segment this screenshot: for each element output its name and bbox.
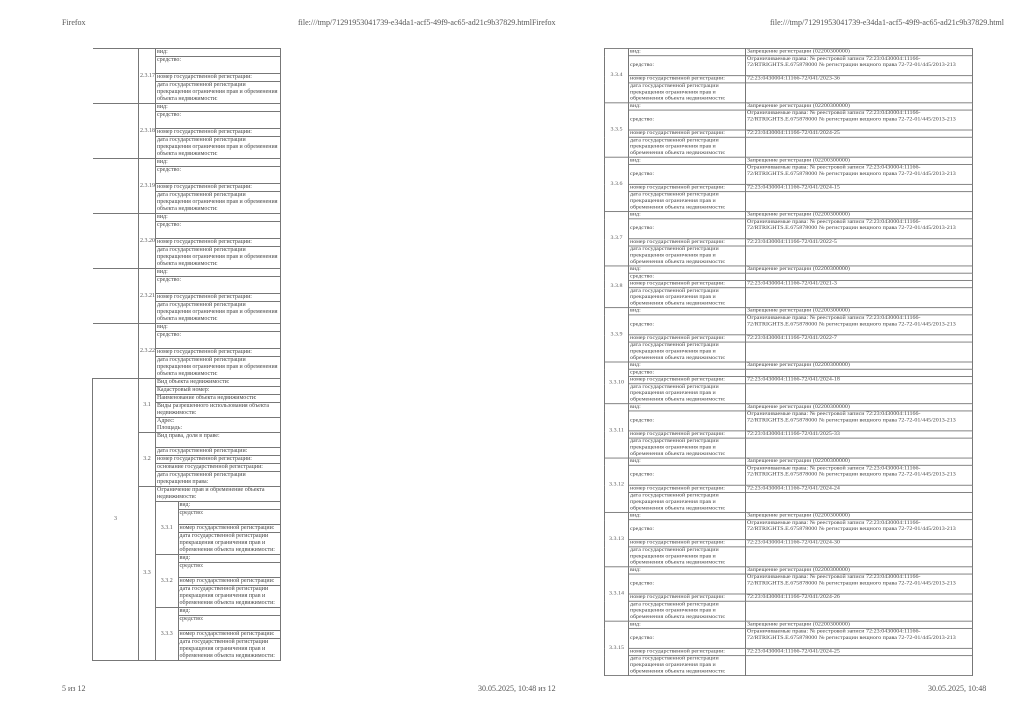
row-number: 3.2 (143, 456, 151, 462)
entry-number: 2.3.20 (140, 237, 155, 244)
right-document-sheet (604, 48, 972, 676)
nomer-label: номер государственной регистрации: (157, 239, 252, 245)
data-prekr-label: дата государственной регистрации прекращения ограничения прав и обременения объекта недвижимости: (630, 83, 726, 102)
data-prekr-label: дата государственной регистрации прекращения ограничения прав и обременения объекта недвижимости: (630, 384, 726, 403)
right-entry-subrow (605, 656, 973, 676)
entry-vid-value: Запрещение регистрации (02200300000) (747, 157, 850, 164)
right-entry-row (605, 266, 973, 273)
sredstvo-label: средство: (630, 580, 655, 587)
osnov-label: основание государственной регистрации: (157, 464, 263, 470)
nomer-label: номер государственной регистрации: (179, 578, 275, 584)
vid-label: вид: (630, 212, 641, 218)
right-entry-subrow (605, 594, 973, 601)
entry-number: 3.3.11 (609, 427, 624, 434)
vid-label: вид: (630, 362, 641, 368)
data-prekr-label: дата государственной регистрации прекращения ограничения прав и обременения объекта недвижимости: (630, 656, 726, 675)
right-entry-subrow (605, 239, 973, 246)
entry-number: 2.3.18 (140, 127, 155, 134)
entry-number: 3.3.4 (610, 72, 623, 78)
entry-number: 3.3.6 (610, 181, 623, 187)
entry-number: 3.3.9 (610, 331, 623, 338)
sredstvo-label: средство: (630, 62, 655, 68)
right-register-table (604, 48, 973, 676)
right-entry-subrow (605, 411, 973, 431)
data-prekr-label: дата государственной регистрации прекращения ограничения прав и обременения объекта недвижимости: (179, 586, 275, 606)
vid-label: вид: (157, 324, 168, 330)
entry-nomer-value: 72:23:0430004:11166-72/041/2025-33 (747, 431, 840, 437)
section-number: 3 (114, 516, 117, 522)
nomer-label: номер государственной регистрации: (179, 525, 275, 531)
entry-osnov-value: Ограничиваемые права: № реестровой записи 72:23:0430004:11166-72/RTRIGHTS.E.675878000 № регистрации вещного права 72-72-01/445/2013-213 (747, 164, 956, 177)
vid-label: вид: (630, 512, 641, 519)
data-prekr-label: дата государственной регистрации прекращения ограничения прав и обременения объекта недвижимости: (630, 547, 726, 566)
entry-osnov-value: Ограничиваемые права: № реестровой записи 72:23:0430004:11166-72/RTRIGHTS.E.675878000 № регистрации вещного права 72-72-01/445/2013-213 (747, 219, 956, 232)
right-entry-subrow (605, 465, 973, 485)
data-prekr-label: дата государственной регистрации прекращения ограничения прав и обременения объекта недвижимости: (630, 288, 726, 307)
entry-nomer-value: 72:23:0430004:11166-72/041/2024-18 (747, 376, 840, 383)
nomer-label: номер государственной регистрации: (630, 184, 725, 191)
right-entry-row (605, 512, 973, 519)
right-entry-subrow (605, 369, 973, 376)
right-entry-row (605, 362, 973, 369)
right-entry-row (605, 308, 973, 315)
left-page-url (298, 18, 556, 27)
right-entry-subrow (605, 110, 973, 130)
adres-label: Адрес: (157, 418, 175, 424)
entry-number: 3.3.10 (609, 379, 624, 386)
right-entry-subrow (605, 246, 973, 266)
sredstvo-label: средство: (630, 116, 655, 123)
right-entry-subrow (605, 130, 973, 137)
left-entry-row (93, 49, 281, 57)
nomer-label: номер государственной регистрации: (157, 184, 252, 190)
naimen-label: Наименование объекта недвижимости: (157, 395, 257, 401)
row-number: 3.3 (143, 570, 151, 576)
right-entry-subrow (605, 335, 973, 342)
right-entry-subrow (605, 376, 973, 383)
right-entry-subrow (605, 164, 973, 184)
left-entry-row (93, 159, 281, 167)
right-entry-row (605, 157, 973, 164)
right-entry-subrow (605, 184, 973, 191)
entry-number: 3.3.14 (609, 590, 624, 597)
entry-vid-value: Запрещение регистрации (02200300000) (747, 404, 850, 410)
left-entry-row (93, 214, 281, 222)
ogranich-label: Ограничение прав и обременение объекта недвижимости: (157, 487, 265, 500)
left-document-sheet (92, 48, 280, 661)
right-entry-subrow (605, 628, 973, 648)
sredstvo-label: средство: (630, 321, 655, 328)
entry-vid-value: Запрещение регистрации (02200300000) (747, 308, 850, 314)
nomer-label: номер государственной регистрации: (630, 239, 725, 245)
entry-number: 3.3.13 (609, 536, 624, 542)
data-prekr-label: дата государственной регистрации прекращения ограничения прав и обременения объекта недвижимости: (630, 137, 726, 156)
vidy-label: Виды разрешенного использования объекта недвижимости: (157, 403, 270, 416)
nomer-label: номер государственной регистрации: (630, 76, 725, 82)
right-entry-row (605, 621, 973, 628)
nomer-label: номер государственной регистрации: (630, 485, 725, 492)
entry-vid-value: Запрещение регистрации (02200300000) (747, 212, 850, 218)
center-footer-datetime: 30.05.2025, 10:48 из 12 (478, 684, 556, 693)
right-entry-subrow (605, 540, 973, 547)
vid-obekta-label: Вид объекта недвижимости: (157, 379, 230, 385)
sredstvo-label: средство: (630, 635, 655, 641)
right-entry-row (605, 212, 973, 219)
right-entry-row (605, 404, 973, 411)
entry-osnov-value: Ограничиваемые права: № реестровой записи 72:23:0430004:11166-72/RTRIGHTS.E.675878000 № регистрации вещного права 72-72-01/445/2013-213 (747, 411, 956, 424)
left-entry-row (93, 269, 281, 277)
right-entry-subrow (605, 219, 973, 239)
data-prekr-label: дата государственной регистрации прекращения ограничения прав и обременения объекта недвижимости: (179, 639, 275, 659)
entry-vid-value: Запрещение регистрации (02200300000) (747, 266, 850, 272)
sredstvo-label: средство: (630, 472, 655, 478)
row-number: 3.1 (143, 402, 151, 408)
nomer-label: номер государственной регистрации: (157, 349, 252, 355)
sredstvo-label: средство: (179, 616, 204, 622)
data-reg-label: дата государственной регистрации: (157, 448, 248, 454)
right-entry-subrow (605, 547, 973, 567)
nomer-label: номер государственной регистрации: (157, 294, 252, 300)
data-prekr-label: дата государственной регистрации прекращения ограничения прав и обременения объекта недвижимости: (630, 601, 726, 620)
right-entry-subrow (605, 520, 973, 540)
nomer-label: номер государственной регистрации: (630, 594, 725, 600)
nomer-label: номер государственной регистрации: (630, 540, 725, 546)
entry-vid-value: Запрещение регистрации (02200300000) (747, 103, 850, 109)
entry-number: 2.3.17 (140, 72, 155, 79)
entry-nomer-value: 72:23:0430004:11166-72/041/2024-25 (747, 130, 840, 136)
entry-nomer-value: 72:23:0430004:11166-72/041/2024-25 (747, 648, 840, 655)
vid-label: вид: (630, 458, 641, 464)
nomer-label: номер государственной регистрации: (179, 631, 275, 637)
nomer-label: номер государственной регистрации: (630, 280, 725, 287)
nomer-label: номер государственной регистрации: (630, 648, 725, 655)
left-url-suffix: Firefox (531, 18, 556, 27)
right-entry-subrow (605, 485, 973, 492)
vid-label: вид: (179, 608, 191, 614)
sredstvo-label: средство: (179, 563, 204, 569)
sredstvo-label: средство: (157, 222, 182, 228)
sub-entry-number: 3.3.1 (160, 524, 173, 531)
entry-osnov-value: Ограничиваемые права: № реестровой записи 72:23:0430004:11166-72/RTRIGHTS.E.675878000 № регистрации вещного права 72-72-01/445/2013-213 (747, 520, 956, 532)
data-prekr-label: дата государственной регистрации прекращения ограничения прав и обременения объекта недвижимости: (630, 342, 726, 361)
vid-label: вид: (179, 502, 191, 508)
data-prekr-label: дата государственной регистрации прекращения ограничения прав и обременения объекта недвижимости: (179, 533, 275, 553)
data-prekr-label: дата государственной регистрации прекращения ограничения прав и обременения объекта недвижимости: (157, 137, 278, 157)
entry-nomer-value: 72:23:0430004:11166-72/041/2024-15 (747, 184, 840, 191)
vid-label: вид: (179, 555, 191, 561)
left-url-text: file:///tmp/71291953041739-e34da1-acf5-49f9-ac65-ad21c9b37829.html (298, 18, 532, 27)
entry-nomer-value: 72:23:0430004:11166-72/041/2022-5 (747, 239, 837, 245)
vid-label: вид: (630, 308, 641, 314)
vid-label: вид: (630, 621, 641, 628)
vid-label: вид: (630, 48, 641, 55)
section-3-row (93, 379, 281, 387)
right-entry-row (605, 458, 973, 465)
right-entry-subrow (605, 192, 973, 212)
right-entry-row (605, 103, 973, 110)
right-entry-row (605, 567, 973, 574)
data-prekr-label: дата государственной регистрации прекращения ограничения прав и обременения объекта недвижимости: (630, 438, 726, 457)
entry-number: 2.3.21 (140, 292, 155, 299)
right-entry-subrow (605, 315, 973, 335)
right-entry-subrow (605, 574, 973, 594)
entry-osnov-value: Ограничиваемые права: № реестровой записи 72:23:0430004:11166-72/RTRIGHTS.E.675878000 № регистрации вещного права 72-72-01/445/2013-213 (747, 110, 956, 123)
entry-number: 3.3.8 (610, 283, 623, 290)
sub-entry-number: 3.3.3 (160, 630, 173, 637)
sredstvo-label: средство: (157, 112, 182, 118)
data-prekr-label: дата государственной регистрации прекращения ограничения прав и обременения объекта недвижимости: (630, 492, 726, 512)
right-entry-subrow (605, 342, 973, 362)
nomer-label: номер государственной регистрации: (630, 376, 725, 383)
sredstvo-label: средство: (157, 57, 182, 63)
entry-vid-value: Запрещение регистрации (02200300000) (747, 567, 850, 573)
vid-label: вид: (630, 567, 641, 573)
right-entry-subrow (605, 431, 973, 438)
nomer-label: номер государственной регистрации: (157, 129, 252, 135)
right-entry-subrow (605, 137, 973, 157)
vid-label: вид: (630, 266, 641, 272)
kadastr-label: Кадастровый номер: (157, 387, 210, 393)
entry-vid-value: Запрещение регистрации (02200300000) (747, 48, 850, 55)
right-entry-subrow (605, 273, 973, 280)
entry-vid-value: Запрещение регистрации (02200300000) (747, 512, 850, 519)
sredstvo-label: средство: (630, 225, 655, 232)
nomer-label: номер государственной регистрации: (630, 431, 725, 437)
nomer-label: номер государственной регистрации: (157, 74, 252, 80)
right-page-url: file:///tmp/71291953041739-e34da1-acf5-49f9-ac65-ad21c9b37829.html (770, 18, 1004, 27)
entry-nomer-value: 72:23:0430004:11166-72/041/2024-24 (747, 485, 840, 492)
entry-nomer-value: 72:23:0430004:11166-72/041/2023-36 (747, 76, 840, 82)
vid-label: вид: (157, 49, 168, 55)
right-entry-row (605, 48, 973, 55)
vid-label: вид: (157, 214, 168, 220)
ploshad-label: Площадь: (157, 425, 183, 431)
entry-number: 2.3.22 (140, 347, 155, 354)
sredstvo-label: средство: (630, 171, 655, 177)
entry-osnov-value: Ограничиваемые права: № реестровой записи 72:23:0430004:11166-72/RTRIGHTS.E.675878000 № регистрации вещного права 72-72-01/445/2013-213 (747, 574, 956, 587)
entry-nomer-value: 72:23:0430004:11166-72/041/2024-30 (747, 540, 840, 546)
entry-nomer-value: 72:23:0430004:11166-72/041/2021-3 (747, 280, 837, 287)
data-prekr-label: дата государственной регистрации прекращения ограничения прав и обременения объекта недвижимости: (157, 192, 278, 212)
right-footer-datetime: 30.05.2025, 10:48 (928, 684, 987, 693)
entry-number: 3.3.15 (609, 645, 624, 651)
right-entry-subrow (605, 438, 973, 458)
nomer-reg-label: номер государственной регистрации: (157, 456, 252, 462)
right-entry-subrow (605, 288, 973, 308)
left-register-table (92, 48, 281, 661)
sredstvo-label: средство: (179, 510, 204, 516)
right-entry-subrow (605, 492, 973, 512)
nomer-label: номер государственной регистрации: (630, 335, 725, 341)
sredstvo-label: средство: (630, 369, 655, 376)
data-prekr-label: дата государственной регистрации прекращения ограничения прав и обременения объекта недвижимости: (157, 82, 278, 102)
entry-number: 3.3.5 (610, 126, 623, 133)
data-prekr-prava-label: дата государственной регистрации прекращения права: (157, 472, 246, 485)
vid-label: вид: (157, 159, 168, 165)
entry-osnov-value: Ограничиваемые права: № реестровой записи 72:23:0430004:11166-72/RTRIGHTS.E.675878000 № регистрации вещного права 72-72-01/445/2013-213 (747, 56, 956, 68)
entry-vid-value: Запрещение регистрации (02200300000) (747, 458, 850, 464)
entry-nomer-value: 72:23:0430004:11166-72/041/2022-7 (747, 335, 837, 341)
entry-number: 3.3.7 (610, 235, 623, 242)
sub-entry-number: 3.3.2 (160, 577, 173, 584)
entry-number: 3.3.12 (609, 482, 624, 488)
sredstvo-label: средство: (157, 277, 182, 283)
entry-osnov-value: Ограничиваемые права: № реестровой записи 72:23:0430004:11166-72/RTRIGHTS.E.675878000 № регистрации вещного права 72-72-01/445/2013-213 (747, 465, 956, 478)
vid-label: вид: (157, 269, 168, 275)
right-entry-subrow (605, 76, 973, 83)
entry-vid-value: Запрещение регистрации (02200300000) (747, 621, 850, 628)
entry-vid-value: Запрещение регистрации (02200300000) (747, 362, 850, 368)
sredstvo-label: средство: (157, 332, 182, 338)
right-entry-subrow (605, 384, 973, 404)
left-page-number: 5 из 12 (62, 684, 86, 693)
entry-osnov-value: Ограничиваемые права: № реестровой записи 72:23:0430004:11166-72/RTRIGHTS.E.675878000 № регистрации вещного права 72-72-01/445/2013-213 (747, 315, 956, 328)
left-app-name: Firefox (62, 18, 86, 27)
right-entry-subrow (605, 56, 973, 76)
data-prekr-label: дата государственной регистрации прекращения ограничения прав и обременения объекта недвижимости: (630, 192, 726, 211)
vid-label: вид: (630, 404, 641, 410)
right-entry-subrow (605, 83, 973, 103)
left-entry-row (93, 324, 281, 332)
sredstvo-label: средство: (157, 167, 182, 173)
entry-nomer-value: 72:23:0430004:11166-72/041/2024-26 (747, 594, 840, 600)
vid-label: вид: (630, 157, 641, 164)
data-prekr-label: дата государственной регистрации прекращения ограничения прав и обременения объекта недвижимости: (630, 246, 726, 265)
sredstvo-label: средство: (630, 526, 655, 532)
right-entry-subrow (605, 280, 973, 287)
data-prekr-label: дата государственной регистрации прекращения ограничения прав и обременения объекта недвижимости: (157, 302, 278, 322)
right-entry-subrow (605, 601, 973, 621)
left-entry-row (93, 104, 281, 112)
right-entry-subrow (605, 648, 973, 655)
sredstvo-label: средство: (630, 273, 655, 280)
vid-prava-label: Вид права, доля в праве: (157, 433, 220, 439)
nomer-label: номер государственной регистрации: (630, 130, 725, 136)
entry-osnov-value: Ограничиваемые права: № реестровой записи 72:23:0430004:11166-72/RTRIGHTS.E.675878000 № регистрации вещного права 72-72-01/445/2013-213 (747, 628, 956, 641)
sredstvo-label: средство: (630, 417, 655, 424)
vid-label: вид: (630, 103, 641, 109)
vid-label: вид: (157, 104, 168, 110)
data-prekr-label: дата государственной регистрации прекращения ограничения прав и обременения объекта недвижимости: (157, 247, 278, 267)
entry-number: 2.3.19 (140, 182, 155, 189)
data-prekr-label: дата государственной регистрации прекращения ограничения прав и обременения объекта недвижимости: (157, 357, 278, 377)
